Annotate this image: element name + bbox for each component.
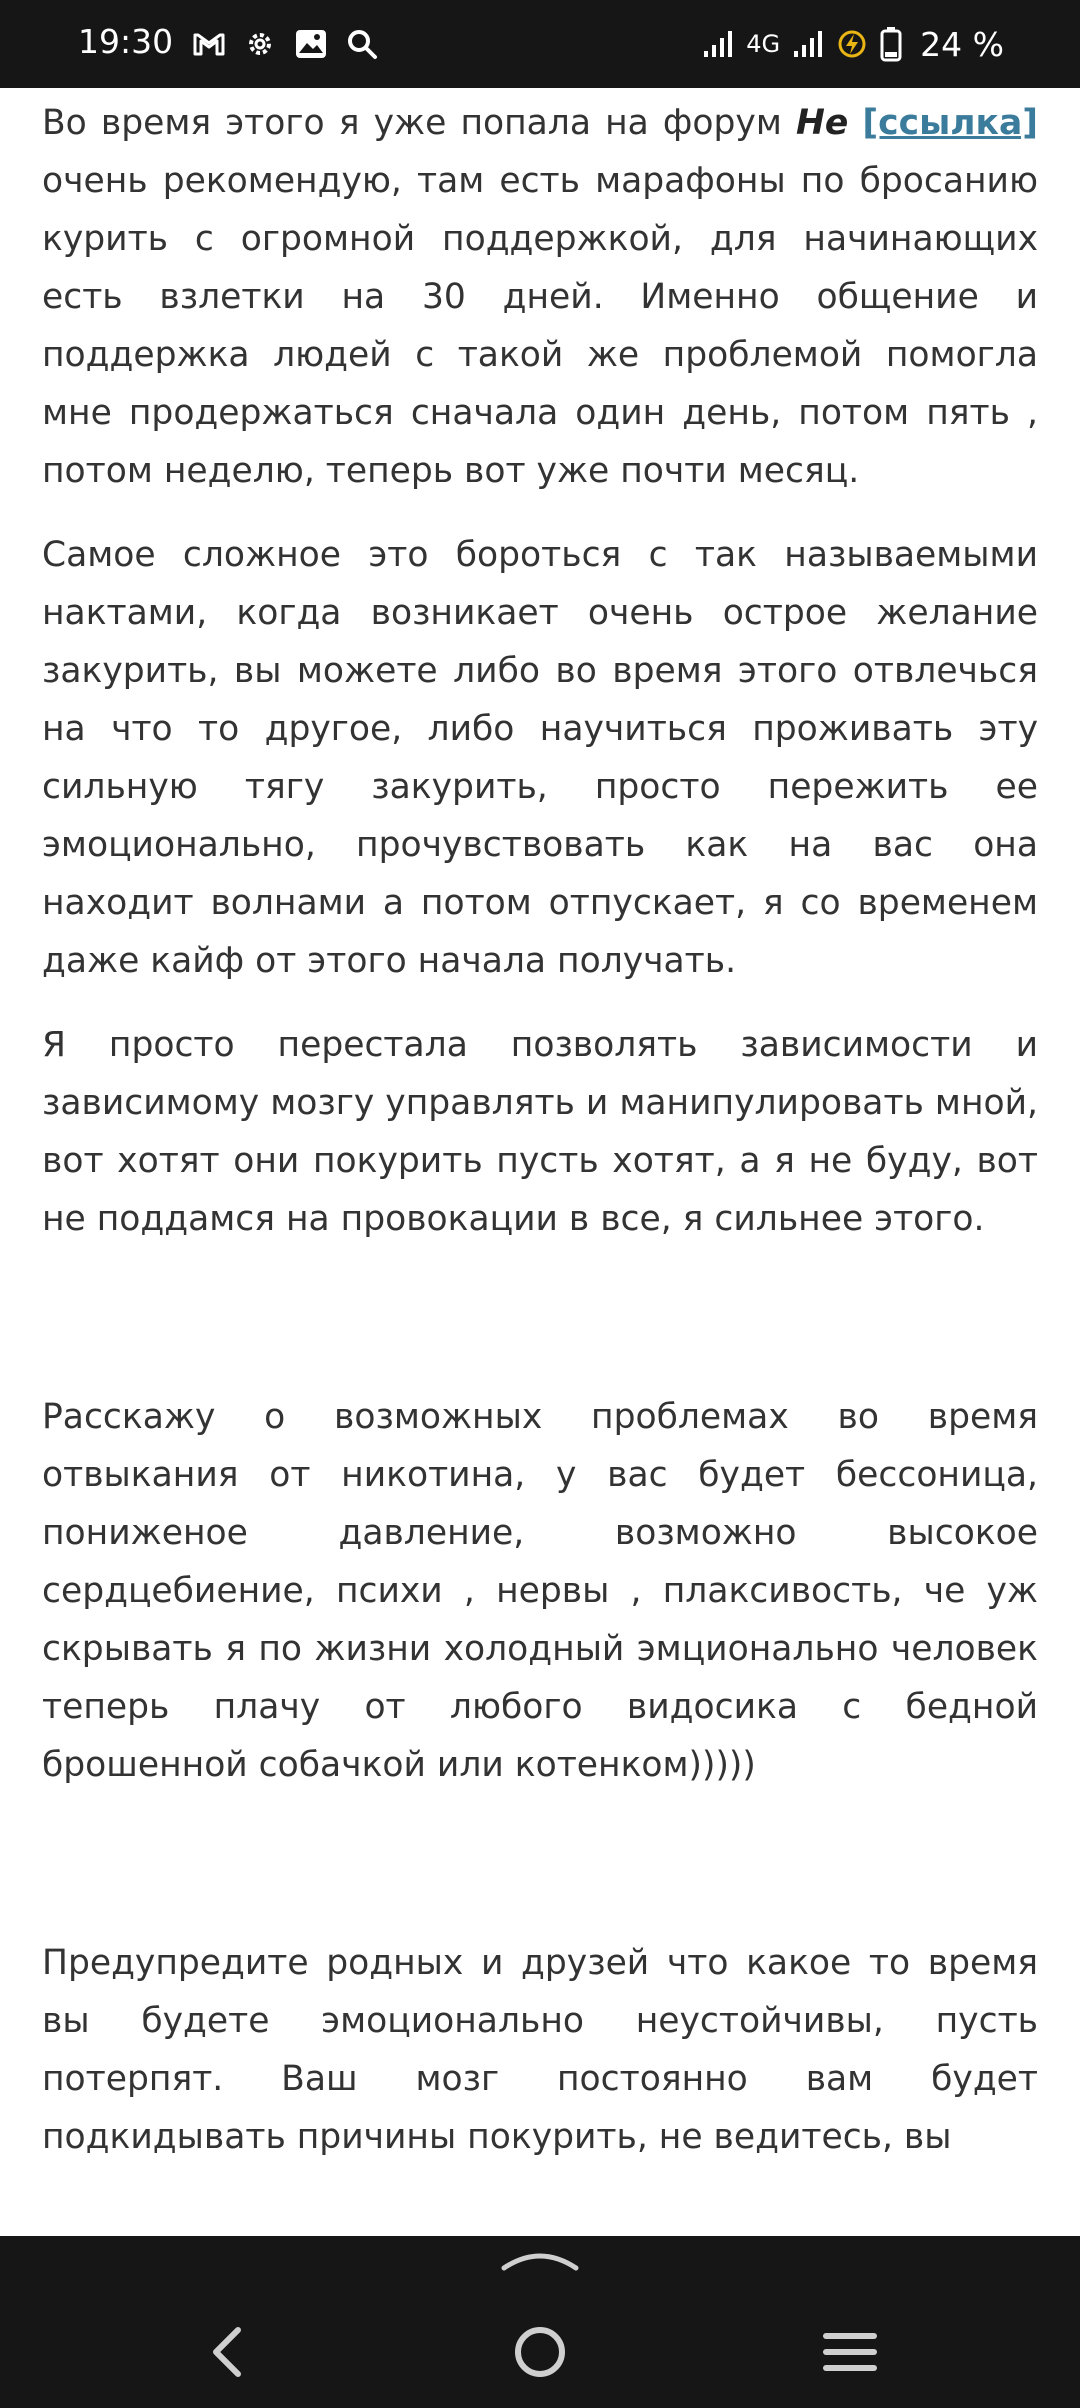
signal-icon	[792, 29, 824, 59]
network-type: 4G	[746, 30, 781, 58]
settings-icon	[244, 28, 276, 60]
forum-name: Не	[796, 103, 849, 143]
battery-percent: 24 %	[920, 24, 1004, 64]
paragraph: Предупредите родных и друзей что какое то время вы будете эмоционально неустойчивы, пусть потерпят. Ваш мозг постоянно вам будет подкидывать причины покурить, не ведитесь, вы	[42, 1943, 1038, 2157]
paragraph: Расскажу о возможных проблемах во время отвыкания от никотина, у вас будет бессоница, пониженое давление, возможно высокое сердцебиение, психи , нервы , плаксивость, че уж скрывать я по жизни холодный эмционально человек теперь плачу от любого видосика с бедной брошенной собачкой или котенком)))))	[42, 1397, 1038, 1785]
battery-icon	[880, 26, 902, 62]
article-body	[42, 94, 1038, 2234]
home-icon	[512, 2324, 568, 2380]
power-saving-icon	[836, 28, 868, 60]
chevron-up-icon[interactable]	[500, 2250, 580, 2272]
gallery-icon	[294, 28, 328, 60]
paragraph: Самое сложное это бороться с так называемыми нактами, когда возникает очень острое желание закурить, вы можете либо во время этого отвлечься на что то другое, либо научиться проживать эту сильную тягу закурить, просто пережить ее эмоционально, прочувствовать как на вас она находит волнами а потом отпускает, я со временем даже кайф от этого начала получать.	[42, 535, 1038, 981]
paragraph-text: Во время этого я уже попала на форум	[42, 103, 796, 143]
paragraph: Я просто перестала позволять зависимости и зависимому мозгу управлять и манипулировать мной, вот хотят они покурить пусть хотят, а я не буду, вот не поддамся на провокации в все, я сильнее этого.	[42, 1025, 1038, 1239]
forum-link[interactable]: [ссылка]	[862, 103, 1038, 143]
back-icon	[208, 2326, 248, 2378]
recents-icon	[822, 2330, 878, 2374]
search-icon	[346, 28, 378, 60]
paragraph-text: очень рекомендую, там есть марафоны по бросанию курить с огромной поддержкой, для начинающих есть взлетки на 30 дней. Именно общение и поддержка людей с такой же проблемой помогла мне продержаться сначала один день, потом пять , потом неделю, теперь вот уже почти месяц.	[42, 161, 1038, 491]
status-time: 19:30	[78, 22, 174, 61]
gmail-icon	[192, 31, 226, 57]
system-icons	[702, 24, 1004, 64]
signal-icon	[702, 29, 734, 59]
recents-button[interactable]	[802, 2304, 898, 2400]
status-bar	[0, 0, 1080, 88]
paragraph	[42, 94, 1038, 500]
notification-icons	[192, 26, 378, 62]
home-button[interactable]	[492, 2304, 588, 2400]
navigation-bar	[0, 2236, 1080, 2408]
back-button[interactable]	[180, 2304, 276, 2400]
